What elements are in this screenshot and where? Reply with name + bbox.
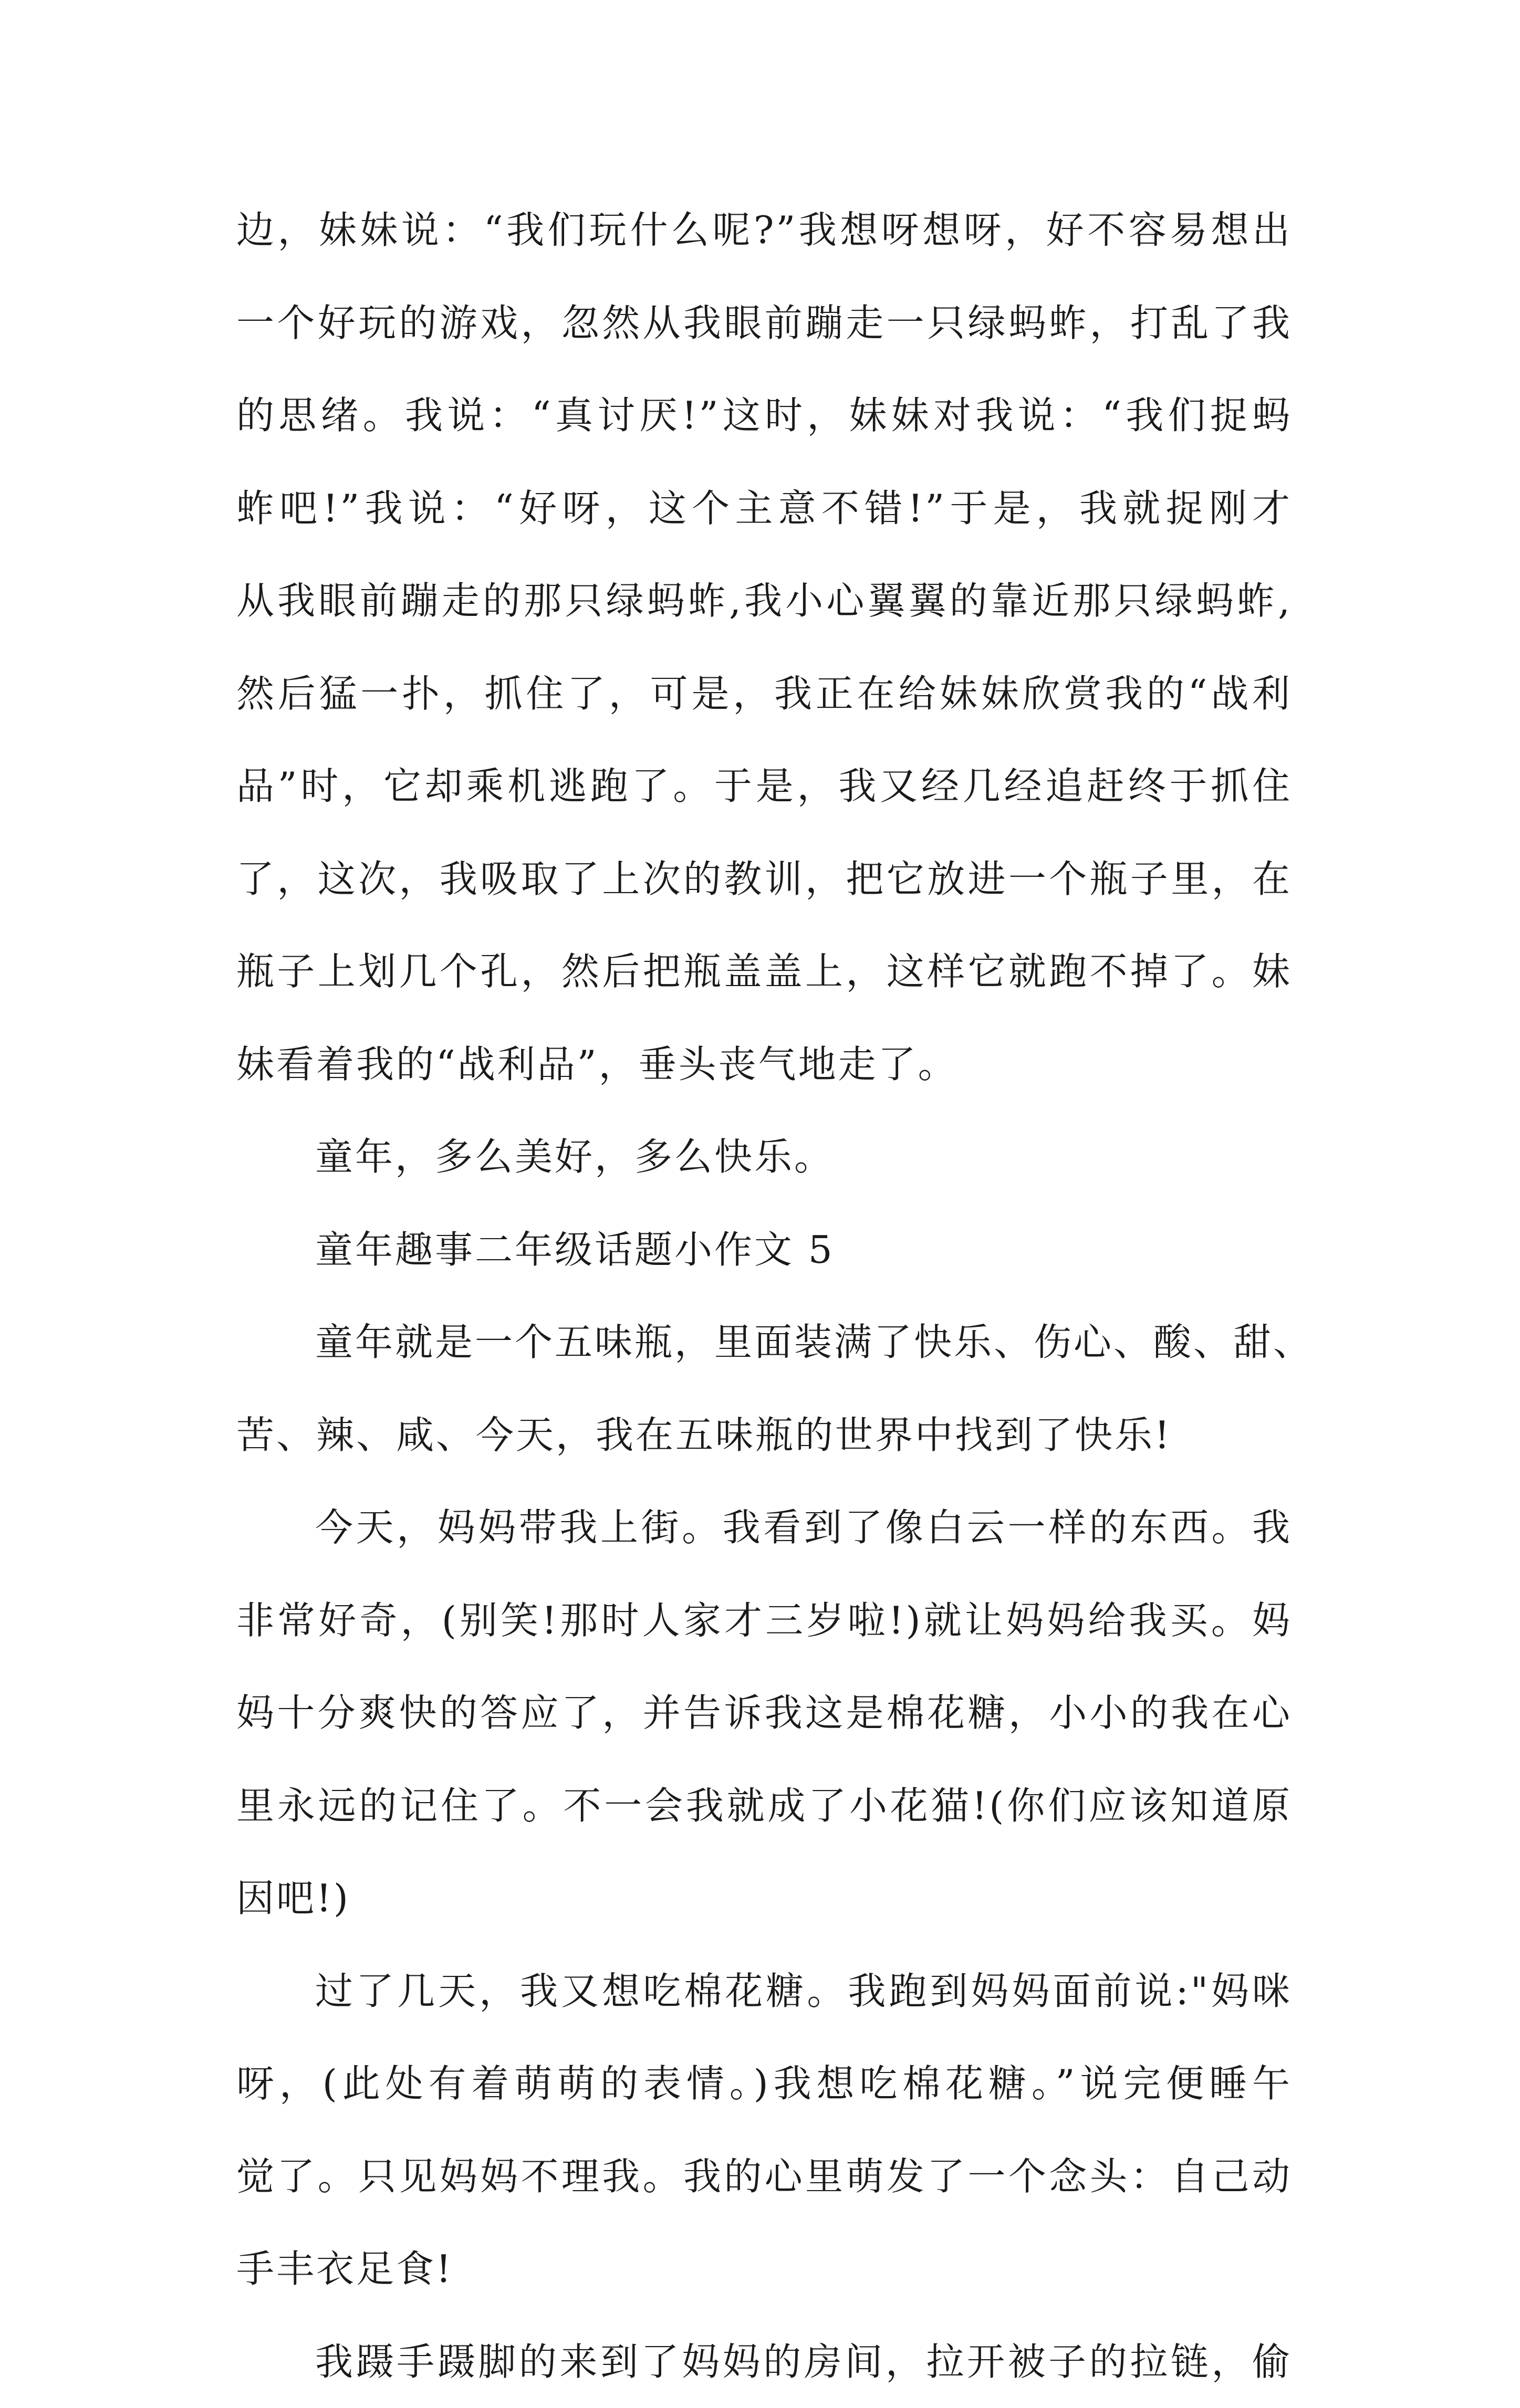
- text-line: 了，这次，我吸取了上次的教训，把它放进一个瓶子里，在: [236, 833, 1292, 926]
- text-line: 的思绪。我说：“真讨厌!”这时，妹妹对我说：“我们捉蚂: [236, 369, 1292, 462]
- text-line: 妹看着我的“战利品”，垂头丧气地走了。: [236, 1018, 1292, 1111]
- text-line: 苦、辣、咸、今天，我在五味瓶的世界中找到了快乐!: [236, 1389, 1292, 1482]
- section-heading: 童年趣事二年级话题小作文 5: [236, 1203, 1292, 1296]
- text-line: 瓶子上划几个孔，然后把瓶盖盖上，这样它就跑不掉了。妹: [236, 925, 1292, 1018]
- text-line: 一个好玩的游戏，忽然从我眼前蹦走一只绿蚂蚱，打乱了我: [236, 277, 1292, 370]
- text-line: 觉了。只见妈妈不理我。我的心里萌发了一个念头：自己动: [236, 2130, 1292, 2223]
- text-line: 因吧!): [236, 1852, 1292, 1945]
- text-line: 从我眼前蹦走的那只绿蚂蚱,我小心翼翼的靠近那只绿蚂蚱,: [236, 554, 1292, 647]
- text-line: 过了几天，我又想吃棉花糖。我跑到妈妈面前说:"妈咪: [236, 1945, 1292, 2038]
- text-line: 里永远的记住了。不一会我就成了小花猫!(你们应该知道原: [236, 1760, 1292, 1852]
- text-line: 非常好奇，(别笑!那时人家才三岁啦!)就让妈妈给我买。妈: [236, 1574, 1292, 1667]
- text-line: 手丰衣足食!: [236, 2223, 1292, 2316]
- text-line: 边，妹妹说：“我们玩什么呢?”我想呀想呀，好不容易想出: [236, 184, 1292, 277]
- text-line: 呀，(此处有着萌萌的表情。)我想吃棉花糖。”说完便睡午: [236, 2037, 1292, 2130]
- text-line: 妈十分爽快的答应了，并告诉我这是棉花糖，小小的我在心: [236, 1667, 1292, 1760]
- text-line: 今天，妈妈带我上街。我看到了像白云一样的东西。我: [236, 1481, 1292, 1574]
- text-line: 蚱吧!”我说：“好呀，这个主意不错!”于是，我就捉刚才: [236, 462, 1292, 555]
- text-line: 品”时，它却乘机逃跑了。于是，我又经几经追赶终于抓住: [236, 740, 1292, 833]
- text-line: 我蹑手蹑脚的来到了妈妈的房间，拉开被子的拉链，偷: [236, 2316, 1292, 2408]
- text-line: 童年，多么美好，多么快乐。: [236, 1111, 1292, 1203]
- text-line: 童年就是一个五味瓶，里面装满了快乐、伤心、酸、甜、: [236, 1296, 1292, 1389]
- essay-text: [236, 184, 1292, 2408]
- text-line: 然后猛一扑，抓住了，可是，我正在给妹妹欣赏我的“战利: [236, 647, 1292, 740]
